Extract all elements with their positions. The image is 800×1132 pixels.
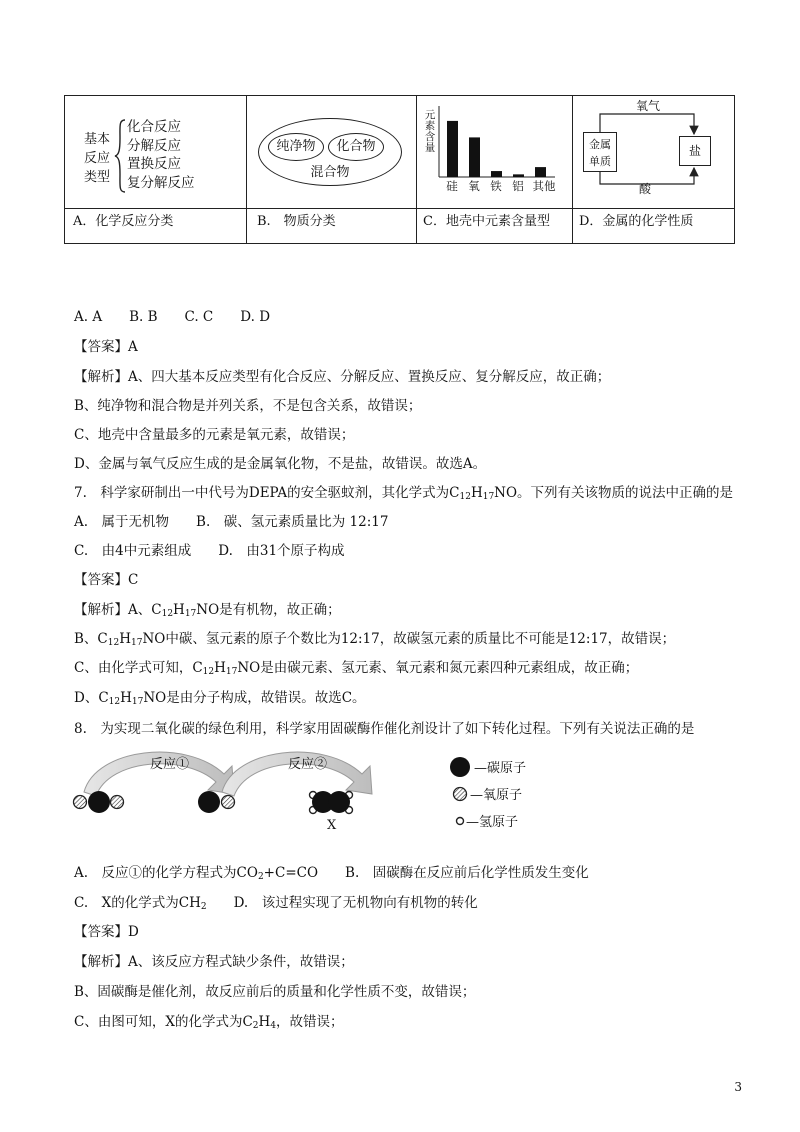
list-item: 化合反应	[127, 119, 181, 135]
text: H	[258, 1014, 271, 1030]
subscript: 12	[108, 697, 121, 707]
legend-oxygen: —氧原子	[470, 788, 523, 803]
q7-analysis-line: C、由化学式可知，$C_{12}H_{17}NO$是由碳元素、氢元素、氧元素和氮元素四种元素组成，故正确；	[74, 660, 639, 677]
x-molecule-label: X	[327, 818, 337, 833]
metal-element-box	[583, 132, 617, 172]
list-item: 复分解反应	[127, 174, 195, 191]
text: ，故错误；	[276, 1014, 344, 1030]
reaction-1-label: 反应①	[150, 757, 190, 772]
q8-analysis-line: B、固碳酶是催化剂，故反应前后的质量和化学性质不变，故错误；	[74, 984, 476, 1000]
subscript: 17	[184, 609, 197, 619]
q6-answer: 【答案】A	[74, 339, 138, 355]
chart-ylabel: 元素含量	[424, 109, 436, 154]
subscript: 17	[482, 492, 495, 502]
q7-options-line: A. 属于无机物 B. 碳、氢元素质量比为 12:17	[74, 514, 389, 530]
compound-ellipse: 化合物	[328, 133, 384, 161]
text: +C=CO B. 固碳酶在反应前后化学性质发生变化	[263, 865, 589, 881]
q7-answer: 【答案】C	[74, 572, 139, 588]
reaction-2-label: 反应②	[288, 757, 328, 772]
subscript: 17	[131, 697, 144, 707]
reaction-type-list	[127, 118, 195, 192]
x-tick-label: 其他	[532, 179, 556, 193]
hydrogen-atom-icon	[457, 818, 464, 825]
q7-stem: 7. 科学家研制出一中代号为DEPA的安全驱蚊剂，其化学式为$C_{12}H_{17}NO$。下列有关该物质的说法中正确的是	[74, 485, 734, 502]
caption-d: D．金属的化学性质	[579, 214, 694, 229]
subscript: 2	[252, 1021, 259, 1031]
q6-analysis-line: 【解析】A、四大基本反应类型有化合反应、分解反应、置换反应、复分解反应，故正确；	[74, 369, 611, 385]
bar-其他	[535, 167, 546, 177]
subscript: 12	[459, 492, 471, 502]
bar-氧	[469, 137, 480, 177]
text: C. X的化学式为CH	[74, 895, 201, 911]
q6-analysis-line: D、金属与氧气反应生成的是金属氧化物，不是盐，故错误。故选A。	[74, 456, 487, 472]
q8-options-line	[74, 863, 589, 883]
q7-analysis-line: 【解析】A、$C_{12}H_{17}NO$是有机物，故正确；	[74, 602, 341, 619]
mixture-ellipse	[258, 118, 402, 186]
text: C、由化学式可知，C	[74, 660, 203, 676]
text: D. 该过程实现了无机物向有机物的转化	[206, 895, 478, 911]
label-line: 类型	[83, 170, 110, 185]
q8-answer: 【答案】D	[74, 924, 139, 940]
bar-硅	[447, 121, 458, 177]
caption-b: B. 物质分类	[257, 214, 336, 229]
subscript: 12	[161, 609, 174, 619]
text: D、C	[74, 690, 109, 706]
text: NO是由碳元素、氢元素、氧元素和氮元素四种元素组成，故正确；	[237, 660, 639, 676]
text: C、由图可知，X的化学式为C	[74, 1014, 253, 1030]
q7-analysis-line: D、$C_{12}H_{17}NO$是由分子构成，故错误。故选C。	[74, 690, 366, 707]
text: B、C	[74, 631, 108, 647]
label-line: 反应	[83, 151, 110, 166]
oxygen-label: 氧气	[636, 99, 661, 113]
list-item: 分解反应	[127, 137, 181, 154]
question-6-table	[64, 95, 735, 244]
x-tick-label: 铝	[512, 179, 524, 193]
q6-options: A. A B. B C. C D. D	[74, 309, 271, 325]
q8-analysis-line	[74, 1012, 344, 1032]
list-item: 置换反应	[127, 156, 181, 172]
basic-reaction-types-label	[77, 130, 117, 187]
subscript: 4	[270, 1021, 277, 1031]
q6-analysis-line: C、地壳中含量最多的元素是氧元素，故错误；	[74, 427, 355, 443]
bar-铁	[491, 171, 502, 177]
subscript: 17	[130, 638, 143, 648]
mixture-label: 混合物	[310, 165, 350, 180]
caption-a: A．化学反应分类	[73, 214, 174, 229]
subscript: 12	[107, 638, 120, 648]
q8-options-line	[74, 893, 478, 913]
acid-label: 酸	[639, 182, 652, 196]
bar-铝	[513, 174, 524, 177]
brace-icon	[113, 118, 127, 194]
x-tick-label: 铁	[490, 179, 502, 193]
text: 7. 科学家研制出一中代号为DEPA的安全驱蚊剂，其化学式为C	[74, 485, 460, 501]
text: 【解析】A、C	[74, 602, 162, 618]
q8-stem: 8. 为实现二氧化碳的绿色利用，科学家用固碳酶作催化剂设计了如下转化过程。下列有关说法正确的是	[74, 721, 695, 737]
metal-label-line: 金属	[589, 138, 611, 151]
x-tick-label: 硅	[446, 179, 458, 193]
q7-analysis-line: B、$C_{12}H_{17}NO$中碳、氢元素的原子个数比为12:17，故碳氢元素的质量比不可能是12:17，故错误；	[74, 631, 676, 648]
cell-substance-classification	[247, 96, 416, 229]
subscript: 2	[257, 872, 264, 882]
salt-box: 盐	[679, 136, 711, 166]
carbon-atom-icon	[450, 757, 470, 777]
x-tick-label: 氧	[468, 179, 480, 193]
page-number: 3	[734, 1080, 742, 1094]
table-divider	[65, 208, 734, 209]
legend-carbon: —碳原子	[474, 761, 527, 776]
subscript: 2	[200, 902, 207, 912]
q8-analysis-line: 【解析】A、该反应方程式缺少条件，故错误；	[74, 954, 354, 970]
cell-metal-properties	[573, 96, 735, 229]
cell-reaction-types	[65, 96, 246, 229]
caption-c: C．地壳中元素含量型	[423, 214, 550, 229]
pure-substance-ellipse: 纯净物	[268, 133, 324, 161]
q6-analysis-line: B、纯净物和混合物是并列关系，不是包含关系，故错误；	[74, 398, 422, 414]
text: A. 反应①的化学方程式为CO	[74, 865, 258, 881]
text: NO是由分子构成，故错误。故选C。	[143, 690, 366, 706]
text: NO。下列有关该物质的说法中正确的是	[494, 485, 734, 501]
legend-hydrogen: —氢原子	[466, 815, 519, 830]
q7-options-line: C. 由4中元素组成 D. 由31个原子构成	[74, 543, 345, 559]
subscript: 12	[202, 667, 215, 677]
cell-crust-elements-chart	[417, 96, 572, 229]
metal-label-line: 单质	[589, 155, 611, 168]
text: NO中碳、氢元素的原子个数比为12:17，故碳氢元素的质量比不可能是12:17，故错误；	[142, 631, 676, 647]
subscript: 17	[225, 667, 238, 677]
text: NO是有机物，故正确；	[196, 602, 341, 618]
oxygen-atom-icon	[454, 788, 467, 801]
label-line: 基本	[83, 132, 110, 147]
